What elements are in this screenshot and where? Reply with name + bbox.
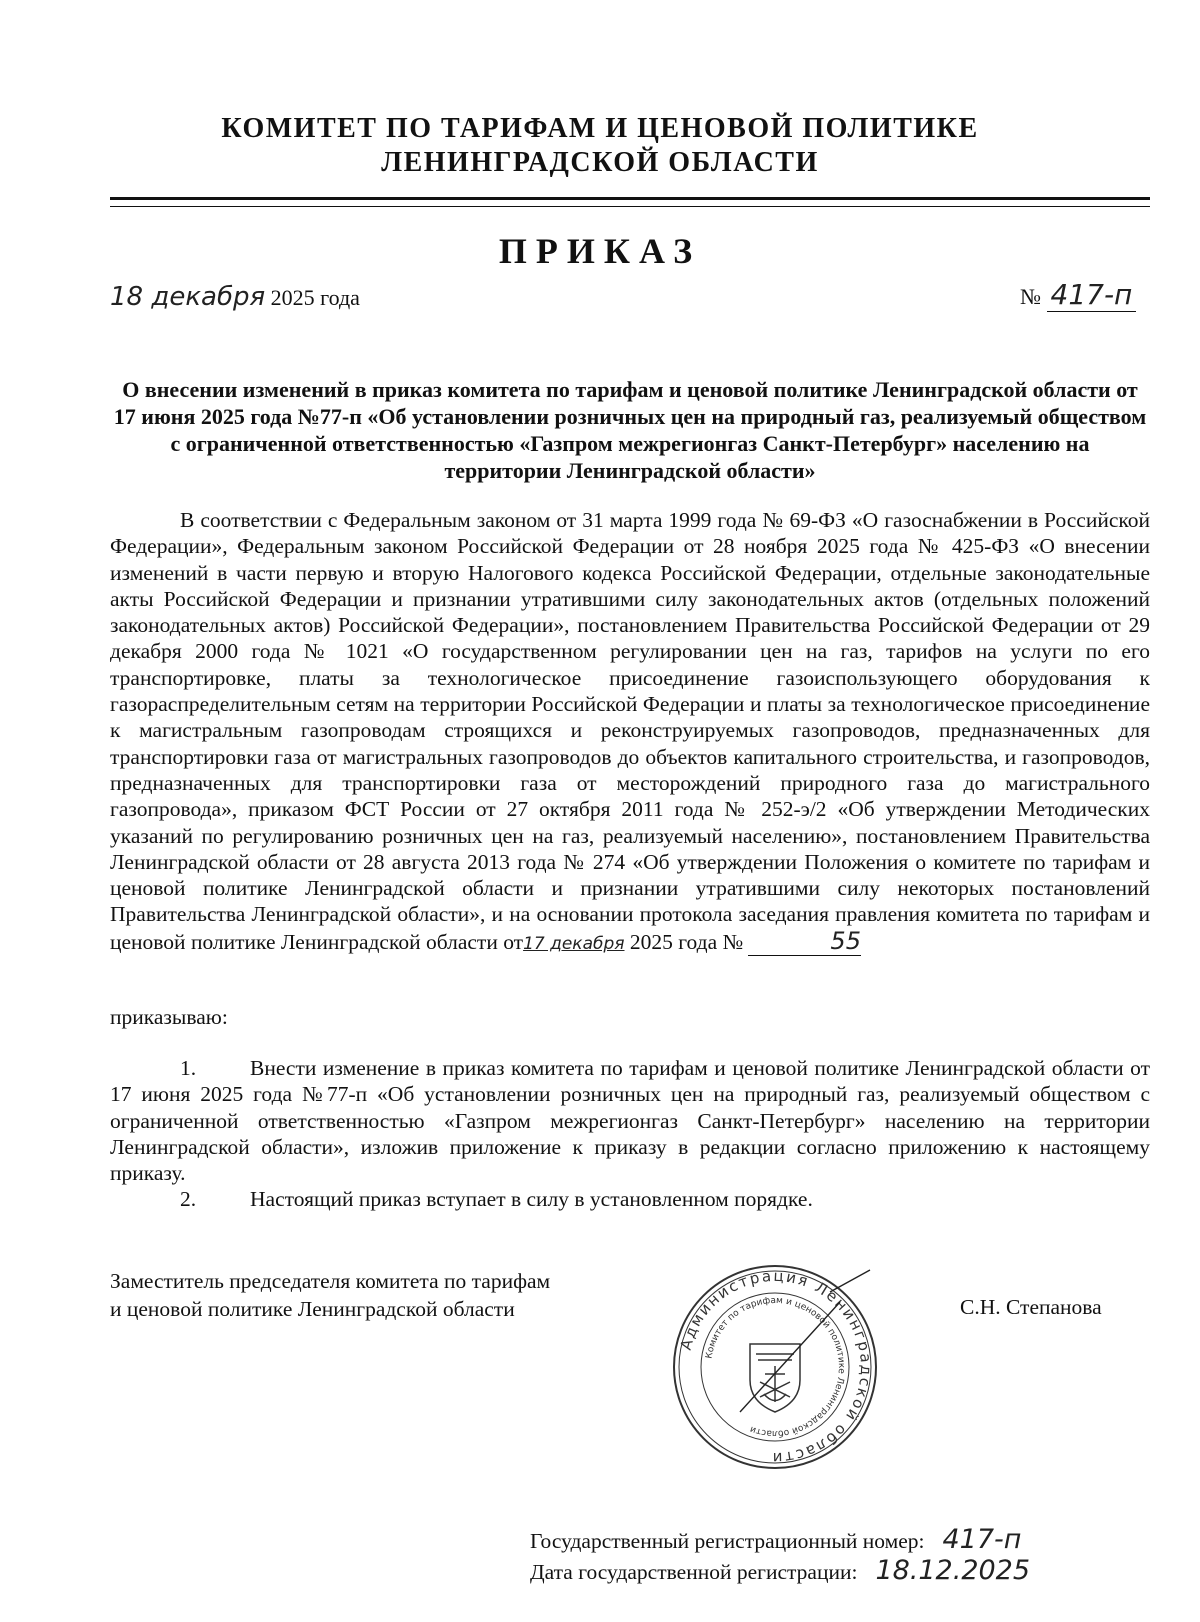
order-number <box>1020 278 1136 311</box>
registration-block <box>530 1525 1030 1587</box>
order-date <box>110 282 360 312</box>
protocol-number-field <box>748 928 861 956</box>
protocol-year: 2025 года № <box>629 929 744 954</box>
order-directive-word: приказываю: <box>110 1005 228 1029</box>
seal-outer-text: Администрация Ленинградской области <box>676 1266 876 1468</box>
registration-date-line <box>530 1556 1030 1587</box>
signatory-name: С.Н. Степанова <box>960 1295 1102 1319</box>
item-text: Настоящий приказ вступает в силу в установленном порядке. <box>250 1187 813 1212</box>
item-number: 1. <box>180 1056 197 1080</box>
order-date-year: 2025 года <box>270 285 360 310</box>
signatory-position <box>110 1267 550 1323</box>
signatory-position-line-2: и ценовой политике Ленинградской области <box>110 1297 515 1321</box>
signature-stroke <box>740 1270 870 1412</box>
header-rule-thin <box>110 206 1150 207</box>
header-line-1: КОМИТЕТ ПО ТАРИФАМ И ЦЕНОВОЙ ПОЛИТИКЕ <box>221 113 979 144</box>
registration-date-handwritten: 18.12.2025 <box>875 1555 1031 1586</box>
order-number-prefix: № <box>1020 284 1041 309</box>
order-item-2 <box>110 1186 1150 1212</box>
registration-date-label: Дата государственной регистрации: <box>530 1560 858 1584</box>
order-subject-title: О внесении изменений в приказ комитета по тарифам и ценовой политике Ленинградской области от 17 июня 2025 года №77-п «Об установлении розничных цен на природный газ, реализуемый обществом с ограниченной ответственностью «Газпром межрегионгаз Санкт-Петербург» населению на территории Ленинградской области» <box>113 377 1147 483</box>
registration-number-label: Государственный регистрационный номер: <box>530 1529 925 1553</box>
preamble-text: В соответствии с Федеральным законом от 31 марта 1999 года № 69-ФЗ «О газоснабжении в Российской Федерации», Федеральным законом Российской Федерации от 28 ноября 2025 года № 425-ФЗ «О внесении изменений в части первую и вторую Налогового кодекса Российской Федерации, отдельные законодательные акты Российской Федерации и признании утратившими силу законодательных актов (отдельных положений законодательных актов) Российской Федерации», постановлением Правительства Российской Федерации от 29 декабря 2000 года № 1021 «О государственном регулировании цен на газ, тарифов на услуги по его транспортировке, платы за технологическое присоединение газоиспользующего оборудования к газораспределительным сетям на территории Российской Федерации и платы за технологическое присоединение к магистральным газопроводам строящихся и реконструируемых газопроводов, предназначенных для транспортировки газа от магистральных газопроводов до объектов капитального строительства, и газопроводов, предназначенных для транспортировки газа от месторождений природного газа до магистрального газопровода», приказом ФСТ России от 27 октября 2011 года № 252-э/2 «Об утверждении Методических указаний по регулированию розничных цен на газ, реализуемый населению», постановлением Правительства Ленинградской области от 28 августа 2013 года № 274 «Об утверждении Положения о комитете по тарифам и ценовой политике Ленинградской области и признании утратившими силу некоторых постановлений Правительства Ленинградской области», и на основании протокола заседания правления комитета по тарифам и ценовой политике Ленинградской области от <box>110 508 1150 954</box>
preamble-paragraph <box>110 507 1150 957</box>
registration-number-line <box>530 1525 1030 1556</box>
signatory-position-line-1: Заместитель председателя комитета по тарифам <box>110 1269 551 1293</box>
order-date-handwritten: 18 декабря <box>110 282 266 312</box>
header-rule-thick <box>110 197 1150 200</box>
committee-header <box>0 112 1200 180</box>
protocol-date-handwritten: 17 декабря <box>523 933 625 954</box>
order-item-1 <box>110 1055 1150 1186</box>
seal-inner-text: Комитет по тарифам и ценовой политике Ленинградской области <box>704 1295 847 1439</box>
official-seal-stamp <box>670 1262 880 1472</box>
document-type-title: ПРИКАЗ <box>498 231 702 271</box>
item-text: Внести изменение в приказ комитета по тарифам и ценовой политике Ленинградской области от 17 июня 2025 года №77-п «Об установлении розничных цен на природный газ, реализуемый обществом с ограниченной ответственностью «Газпром межрегионгаз Санкт-Петербург» населению на территории Ленинградской области», изложив приложение к приказу в редакции согласно приложению к настоящему приказу. <box>110 1056 1150 1186</box>
order-items <box>110 1055 1150 1213</box>
preamble <box>110 507 1150 957</box>
item-number: 2. <box>180 1187 197 1212</box>
registration-number-handwritten: 417-п <box>942 1524 1022 1555</box>
header-line-2: ЛЕНИНГРАДСКОЙ ОБЛАСТИ <box>381 147 819 178</box>
order-number-handwritten: 417-п <box>1047 278 1137 312</box>
protocol-number-handwritten: 55 <box>830 926 861 955</box>
